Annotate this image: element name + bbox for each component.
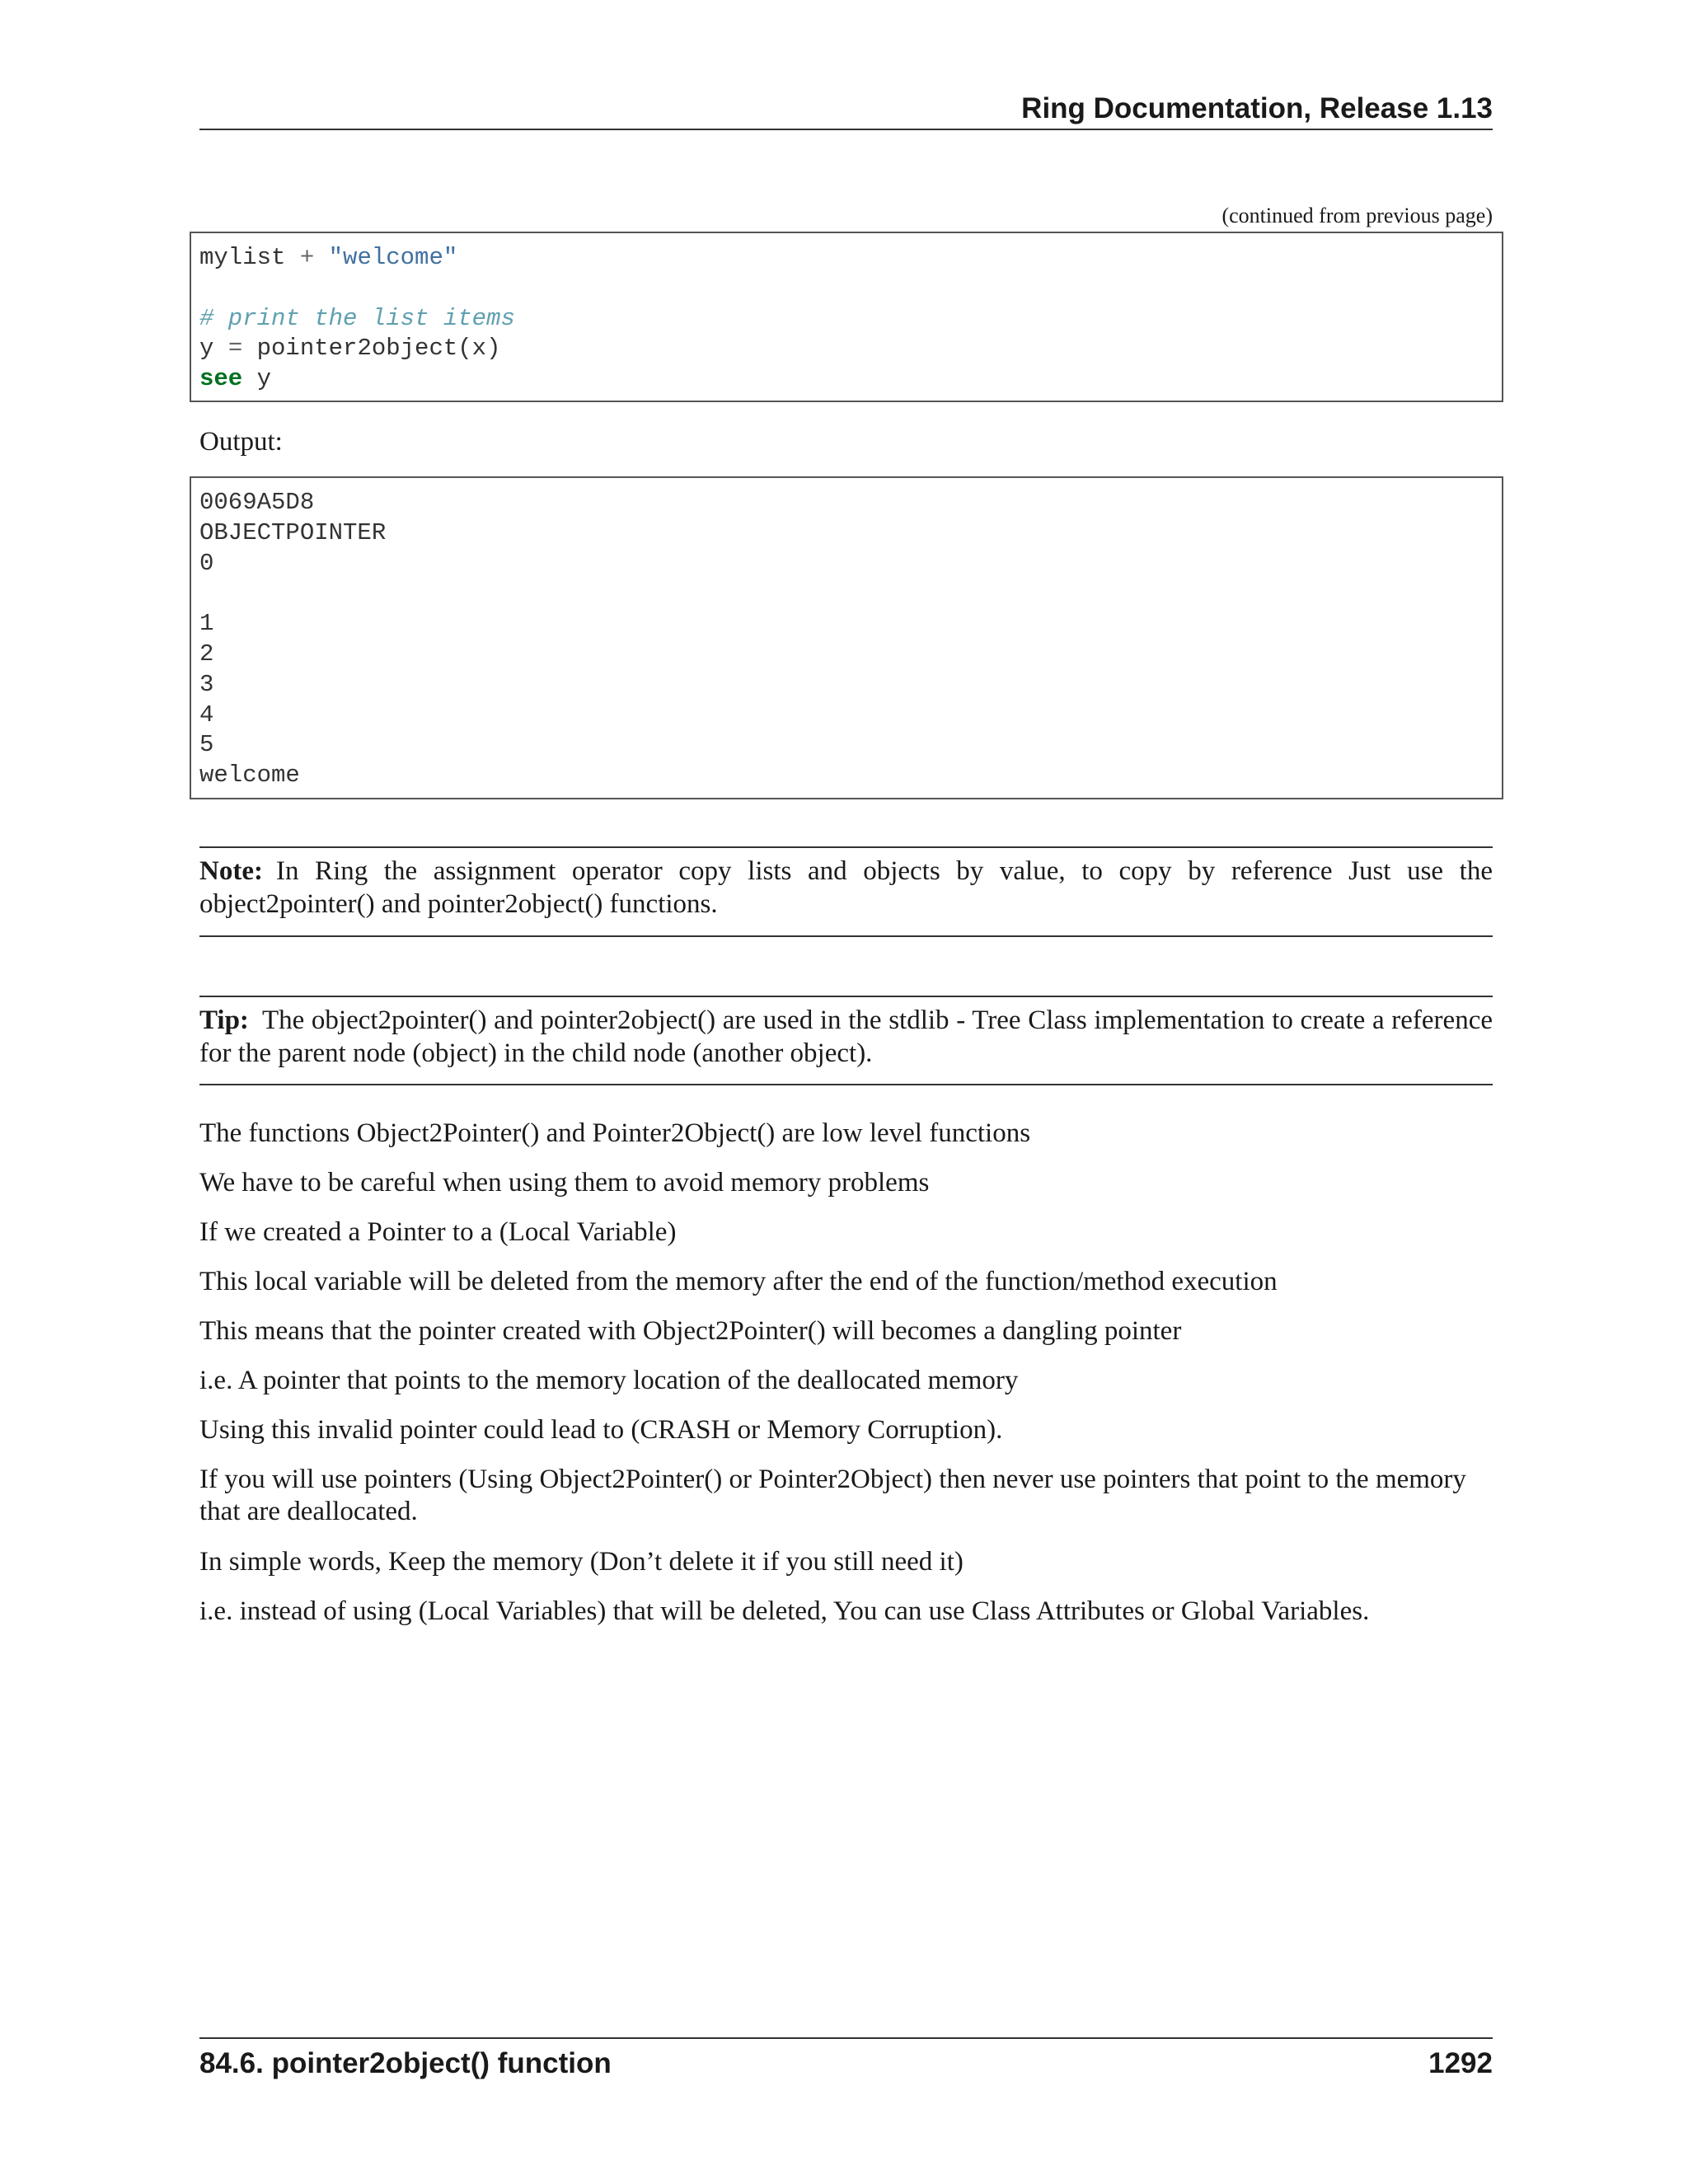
continued-note: (continued from previous page) [1221,204,1493,227]
output-line: 5 [199,731,214,759]
output-block [190,476,1503,799]
output-label: Output: [199,427,283,457]
output-line: 1 [199,610,214,638]
code-line [199,364,1493,395]
paragraph: If you will use pointers (Using Object2Pointer() or Pointer2Object) then never use pointers that point to the memory that are deallocated. [199,1465,1466,1526]
paragraph: In simple words, Keep the memory (Don’t delete it if you still need it) [199,1547,964,1577]
document-title: Ring Documentation, Release 1.13 [1021,92,1493,124]
code-line-blank [199,274,1493,304]
paragraph: i.e. instead of using (Local Variables) that will be deleted, You can use Class Attributes or Global Variables. [199,1596,1370,1626]
note-label: Note: [199,856,263,886]
paragraph: We have to be careful when using them to avoid memory problems [199,1168,930,1197]
footer-section-title: 84.6. pointer2object() function [199,2047,612,2079]
page-header [199,89,1493,130]
paragraph: The functions Object2Pointer() and Pointer2Object() are low level functions [199,1118,1031,1148]
code-line [199,304,1493,335]
output-line: 0 [199,549,214,577]
paragraph: i.e. A pointer that points to the memory location of the deallocated memory [199,1366,1019,1395]
code-keyword: see [199,365,243,393]
output-line: 3 [199,670,214,698]
code-operator: + [299,244,315,271]
page-footer [199,2037,1493,2087]
code-ident: y [199,335,214,363]
output-line: OBJECTPOINTER [199,518,387,546]
page-number: 1292 [1428,2047,1493,2079]
code-call: pointer2object(x) [256,335,501,363]
code-ident: y [256,365,272,393]
output-line: welcome [199,762,300,790]
tip-text: The object2pointer() and pointer2object() are used in the stdlib - Tree Class implementation to create a reference for the parent node (object) in the child node (another object). [199,1005,1493,1068]
output-line: 0069A5D8 [199,489,315,516]
output-line-blank [199,579,1493,609]
paragraph: This local variable will be deleted from the memory after the end of the function/method execution [199,1267,1278,1296]
code-line [199,243,1493,274]
paragraph: If we created a Pointer to a (Local Variable) [199,1217,677,1247]
tip-admonition [199,996,1493,1085]
code-string: "welcome" [328,244,458,271]
output-line: 4 [199,701,214,729]
paragraph: This means that the pointer created with Object2Pointer() will becomes a dangling pointer [199,1316,1182,1346]
code-operator: = [227,335,243,363]
code-line [199,334,1493,364]
paragraph: Using this invalid pointer could lead to (CRASH or Memory Corruption). [199,1415,1003,1445]
code-block [190,232,1503,402]
note-admonition [199,846,1493,937]
tip-label: Tip: [199,1005,249,1035]
code-ident: mylist [199,244,286,271]
code-comment: # print the list items [199,304,515,332]
note-text: In Ring the assignment operator copy lists and objects by value, to copy by reference Just use the object2pointer() and pointer2object() functions. [199,856,1493,919]
output-line: 2 [199,640,214,668]
